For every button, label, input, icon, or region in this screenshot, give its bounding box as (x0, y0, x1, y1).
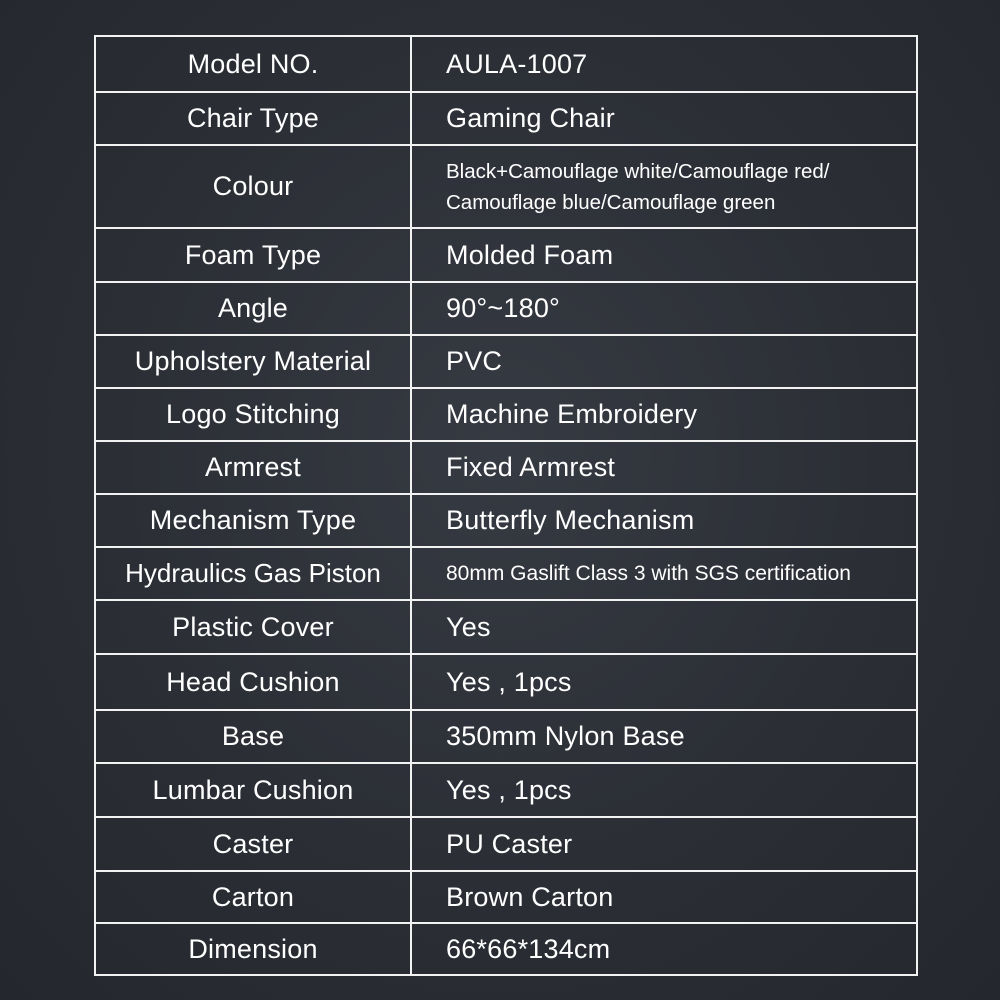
spec-label: Hydraulics Gas Piston (95, 547, 411, 600)
spec-label: Base (95, 710, 411, 763)
spec-label: Model NO. (95, 36, 411, 92)
spec-table (94, 35, 918, 976)
spec-label: Upholstery Material (95, 335, 411, 388)
spec-value (411, 145, 917, 228)
table-row-hydraulics-gas-piston (95, 547, 917, 600)
table-row-foam-type (95, 228, 917, 282)
spec-value: 80mm Gaslift Class 3 with SGS certification (411, 547, 917, 600)
spec-label: Armrest (95, 441, 411, 494)
spec-label: Foam Type (95, 228, 411, 282)
spec-value: Molded Foam (411, 228, 917, 282)
colour-value-line-1: Black+Camouflage white/Camouflage red/ (446, 159, 830, 183)
table-row-armrest (95, 441, 917, 494)
table-row-model-no (95, 36, 917, 92)
spec-label: Caster (95, 817, 411, 871)
table-row-base (95, 710, 917, 763)
spec-value: Butterfly Mechanism (411, 494, 917, 547)
spec-value: AULA-1007 (411, 36, 917, 92)
table-row-lumbar-cushion (95, 763, 917, 817)
spec-value: 66*66*134cm (411, 923, 917, 975)
spec-value: Yes , 1pcs (411, 654, 917, 710)
spec-label: Plastic Cover (95, 600, 411, 654)
spec-label: Mechanism Type (95, 494, 411, 547)
table-row-head-cushion (95, 654, 917, 710)
spec-value: 90°~180° (411, 282, 917, 335)
spec-label: Lumbar Cushion (95, 763, 411, 817)
spec-value: Fixed Armrest (411, 441, 917, 494)
table-row-logo-stitching (95, 388, 917, 441)
table-row-caster (95, 817, 917, 871)
table-row-dimension (95, 923, 917, 975)
spec-value: Yes , 1pcs (411, 763, 917, 817)
table-row-upholstery-material (95, 335, 917, 388)
spec-value: 350mm Nylon Base (411, 710, 917, 763)
table-row-plastic-cover (95, 600, 917, 654)
spec-label: Dimension (95, 923, 411, 975)
table-row-angle (95, 282, 917, 335)
spec-label: Chair Type (95, 92, 411, 145)
spec-label: Head Cushion (95, 654, 411, 710)
table-row-mechanism-type (95, 494, 917, 547)
colour-value-line-2: Camouflage blue/Camouflage green (446, 190, 776, 214)
table-row-colour (95, 145, 917, 228)
spec-value: Machine Embroidery (411, 388, 917, 441)
spec-value: PVC (411, 335, 917, 388)
spec-label: Carton (95, 871, 411, 923)
spec-label: Logo Stitching (95, 388, 411, 441)
spec-value: Yes (411, 600, 917, 654)
spec-label: Angle (95, 282, 411, 335)
spec-value: PU Caster (411, 817, 917, 871)
spec-value: Gaming Chair (411, 92, 917, 145)
table-row-carton (95, 871, 917, 923)
table-row-chair-type (95, 92, 917, 145)
spec-value: Brown Carton (411, 871, 917, 923)
spec-label: Colour (95, 145, 411, 228)
